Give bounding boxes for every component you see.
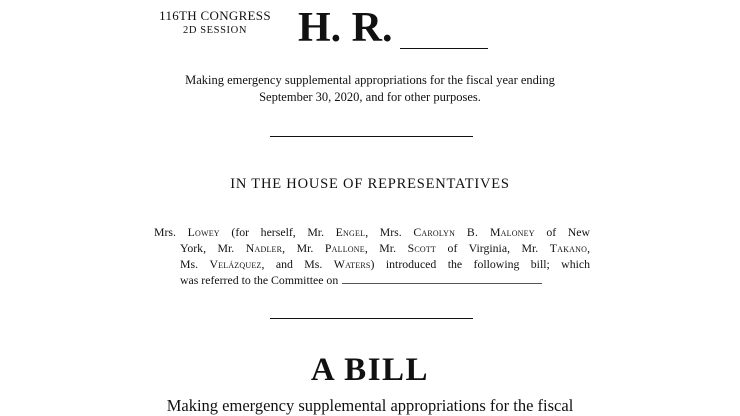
intro-text: (for herself, Mr. (231, 225, 325, 239)
bill-purpose-header (100, 72, 640, 106)
intro-text: , Mr. (364, 241, 397, 255)
intro-text: , Mr. (282, 241, 314, 255)
intro-line-2 (154, 240, 590, 256)
session-number: 2D SESSION (182, 25, 248, 36)
intro-line-1 (154, 224, 590, 240)
bill-number-label: H. R. (298, 5, 393, 51)
cosponsor-name: Scott (407, 241, 437, 255)
intro-text: , Mrs. (365, 225, 402, 239)
introduction-paragraph (154, 224, 590, 288)
cosponsor-name: Engel (335, 225, 366, 239)
cosponsor-name: Takano (549, 241, 588, 255)
intro-text: Ms. (180, 257, 199, 271)
congress-session (150, 8, 280, 38)
bill-title: A BILL (310, 352, 430, 388)
cosponsor-name: Carolyn B. Maloney (413, 225, 535, 239)
divider-rule-bottom (270, 318, 473, 319)
congress-number: 116TH CONGRESS (159, 8, 271, 23)
intro-text: was referred to the Committee on (180, 273, 339, 287)
intro-text: of New (546, 225, 591, 239)
cosponsor-name: Nadler (245, 241, 283, 255)
cosponsor-name: Pallone (324, 241, 365, 255)
intro-line-4 (154, 272, 590, 288)
intro-text: Mrs. (154, 225, 176, 239)
intro-text: ) introduced the following bill; which (370, 257, 591, 271)
intro-line-3 (154, 256, 590, 272)
chamber-heading: IN THE HOUSE OF REPRESENTATIVES (230, 176, 510, 192)
bill-number-blank (400, 48, 488, 49)
divider-rule-top (270, 136, 473, 137)
cosponsor-name: Waters (333, 257, 371, 271)
intro-text: York, Mr. (180, 241, 235, 255)
purpose-line-1: Making emergency supplemental appropriations for the fiscal year ending (185, 73, 555, 87)
sponsor-name: Lowey (187, 225, 220, 239)
intro-text: , (587, 241, 591, 255)
committee-blank (342, 272, 542, 284)
intro-text: , and Ms. (261, 257, 323, 271)
cosponsor-name: Velázquez (209, 257, 262, 271)
intro-text: of Virginia, Mr. (447, 241, 539, 255)
purpose-line-2: September 30, 2020, and for other purposes. (259, 90, 481, 104)
bill-purpose-line-1: Making emergency supplemental appropriations for the fiscal (166, 396, 574, 415)
